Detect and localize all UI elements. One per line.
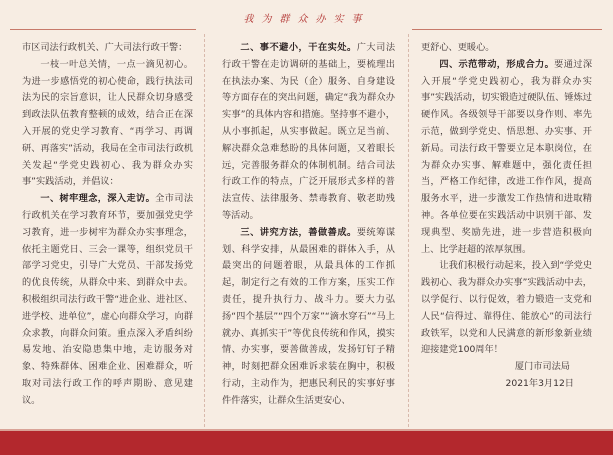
section-4-body: 要通过深入开展“学党史践初心，我为群众办实事”实践活动，切实锻造过硬队伍、锤炼过硬作风。各级领导干部要以身作则、率先示范，做到学党史、悟思想、办实事、开新局。司法行政干警要立足本职岗位，在为群众办实事、解难题中，强化责任担当，严格工作纪律，改进工作作风，提高服务水平，进一步激发工作热情和进取精神。各单位要在实践活动中识别干部、发现典型、奖励先进，进一步营造积极向上、比学赶超的浓厚氛围。	[421, 58, 593, 255]
intro-paragraph: 一枝一叶总关情，一点一滴见初心。为进一步感悟党的初心使命，践行执法司法为民的宗旨意识，让人民群众切身感受到政法队伍教育整顿的成效，结合正在深入开展的党史学习教育、“再学习、再调研、再落实”活动，我局在全市司法行政机关发起“学党史践初心、我为群众办实事”实践活动，并倡议：	[22, 58, 193, 188]
section-3-body: 要统筹谋划、科学安排，从最困难的群体入手，从最突出的问题着眼，从最具体的工作抓起，制定行之有效的工作方案，压实工作责任，提升执行力、战斗力。要大力弘扬“四个基层”“四个万家”“滴水穿石”“马上就办、真抓实干”等优良传统和作风，摸实情、办实事，要善做善成，发扬钉钉子精神，时刻把群众困难诉求装在胸中，积极行动，主动作为，把惠民利民的实事好事件件落实，让群众生活更安心、	[222, 226, 396, 406]
footer-band	[0, 431, 613, 455]
header-rule-right	[412, 29, 602, 30]
header-title: 我为群众办实事	[243, 14, 370, 25]
salutation: 市区司法行政机关、广大司法行政干警：	[22, 42, 188, 53]
closing-paragraph: 让我们积极行动起来，投入到“学党史践初心、我为群众办实事”实践活动中去，以学促行、以行促效，着力锻造一支党和人民“信得过、靠得住、能放心”的司法行政铁军，以党和人民满意的新形象新业绩迎接建党100周年！	[421, 260, 592, 356]
section-4-heading: 四、示范带动，形成合力。	[439, 58, 555, 70]
section-3	[222, 225, 395, 410]
section-4	[421, 57, 592, 259]
column-1	[22, 40, 193, 410]
section-2-body: 广大司法行政干警在走访调研的基础上，要梳理出在执法办案、为民（企）服务、自身建设等方面存在的突出问题，确定“我为群众办实事”的具体内容和措施。坚持事不避小，从小事抓起，从实事做起。既立足当前、解决群众急难愁盼的具体问题，又着眼长远，完善服务群众的体制机制。结合司法行政工作的特点，广泛开展形式多样的普法宣传、法律服务、禁毒教育、敬老助残等活动。	[222, 42, 396, 221]
column-2	[222, 40, 395, 410]
section-3-heading: 三、讲究方法，善做善成。	[240, 226, 357, 238]
section-2	[222, 40, 395, 225]
section-2-heading: 二、事不避小，干在实处。	[240, 42, 357, 53]
header-rule-left	[10, 29, 196, 30]
signature-date: 2021年3月12日	[505, 377, 574, 389]
column-3	[421, 40, 592, 393]
section-1-heading: 一、树牢理念，深入走访。	[40, 193, 156, 205]
column-divider-1	[204, 34, 205, 427]
signature-org: 厦门市司法局	[514, 361, 570, 373]
continuation-text: 更舒心、更暖心。	[421, 42, 495, 53]
section-1-body: 全市司法行政机关在学习教育环节，要加强党史学习教育，进一步树牢为群众办实事理念，依托主题党日、三会一课等，组织党员干部学习党史，引导广大党员、干部发扬党的优良传统，从群众中来、到群众中去。积极组织司法行政干警“进企业、进社区、进学校、进单位”，虚心向群众学习，向群众求教，向群众问策。重点深入矛盾纠纷易发地、治安隐患集中地，走访服务对象、特殊群体、困难企业、困难群众，听取对司法行政工作的呼声期盼、意见建议。	[22, 193, 194, 406]
section-1	[22, 191, 193, 409]
page-header	[0, 0, 613, 34]
column-divider-2	[408, 34, 409, 427]
